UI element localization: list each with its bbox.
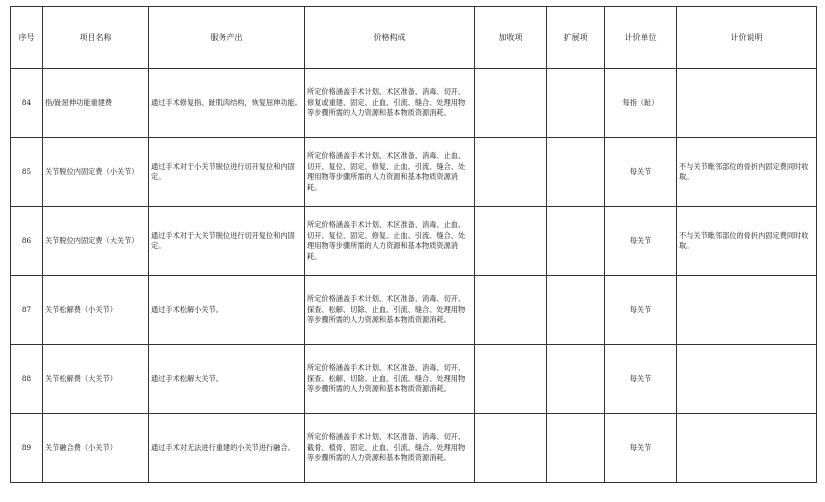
- cell-composition: [305, 414, 475, 483]
- cell-service: [149, 414, 305, 483]
- cell-note: [677, 276, 817, 345]
- cell-unit: 每指（趾）: [605, 69, 677, 138]
- table-row: [11, 207, 817, 276]
- cell-service: [149, 138, 305, 207]
- cell-name-text: 关节松解费（大关节）: [45, 373, 117, 383]
- cell-extension: [547, 138, 605, 207]
- cell-extension: [547, 276, 605, 345]
- cell-surcharge: [475, 138, 547, 207]
- cell-note: [677, 414, 817, 483]
- cell-composition-text: 所定价格涵盖手术计划、术区准备、消毒、切开、探查、松解、切除、止血、引流、缝合、处理用物等步骤所需的人力资源和基本物质资源消耗。: [307, 363, 466, 394]
- cell-unit: 每关节: [605, 345, 677, 414]
- cell-name: [43, 207, 149, 276]
- cell-name-text: 关节松解费（小关节）: [45, 304, 117, 314]
- cell-service-text: 通过手术对于大关节脱位进行切开复位和内固定。: [151, 230, 295, 250]
- header-service: 服务产出: [149, 7, 305, 69]
- cell-name-text: 关节脱位内固定费（大关节）: [45, 235, 139, 245]
- cell-composition: [305, 276, 475, 345]
- cell-composition-text: 所定价格涵盖手术计划、术区准备、消毒、止血、切开、复位、固定、修复、止血、引流、缝合、处理用物等步骤所需的人力资源和基本物质资源消耗。: [307, 220, 466, 261]
- cell-service-text: 通过手术对于小关节脱位进行切开复位和内固定。: [151, 161, 295, 181]
- cell-name: [43, 345, 149, 414]
- cell-no: 85: [11, 138, 43, 207]
- cell-no: 87: [11, 276, 43, 345]
- cell-name: [43, 69, 149, 138]
- cell-service-text: 通过手术修复指、趾肌肉结构，恢复屈伸功能。: [151, 97, 302, 107]
- cell-composition: [305, 69, 475, 138]
- cell-service-text: 通过手术松解小关节。: [151, 304, 223, 314]
- header-unit: 计价单位: [605, 7, 677, 69]
- cell-no: 89: [11, 414, 43, 483]
- cell-composition: [305, 138, 475, 207]
- cell-composition-text: 所定价格涵盖手术计划、术区准备、消毒、切开、探查、松解、切除、止血、引流、缝合、处理用物等步骤所需的人力资源和基本物质资源消耗。: [307, 294, 466, 325]
- cell-name: [43, 138, 149, 207]
- cell-composition: [305, 207, 475, 276]
- header-name: 项目名称: [43, 7, 149, 69]
- cell-extension: [547, 69, 605, 138]
- table-row: [11, 138, 817, 207]
- cell-composition-text: 所定价格涵盖手术计划、术区准备、消毒、切开、修复或重建、固定、止血、引流、缝合、处理用物等步骤所需的人力资源和基本物质资源消耗。: [307, 87, 466, 118]
- cell-note-text: 不与关节毗邻部位的骨折内固定费同时收取。: [679, 161, 809, 181]
- cell-name-text: 关节融合费（小关节）: [45, 442, 117, 452]
- table-row: [11, 414, 817, 483]
- header-row: [11, 7, 817, 69]
- cell-composition: [305, 345, 475, 414]
- cell-note: [677, 69, 817, 138]
- header-extension: 扩展项: [547, 7, 605, 69]
- cell-note: [677, 138, 817, 207]
- cell-note-text: 不与关节毗邻部位的骨折内固定费同时收取。: [679, 230, 809, 250]
- cell-surcharge: [475, 345, 547, 414]
- table-row: [11, 69, 817, 138]
- cell-service-text: 通过手术对无法进行重建的小关节进行融合。: [151, 442, 295, 452]
- cell-surcharge: [475, 69, 547, 138]
- cell-name-text: 指/趾屈伸功能重建费: [45, 97, 113, 107]
- cell-unit: 每关节: [605, 207, 677, 276]
- cell-service: [149, 345, 305, 414]
- cell-composition-text: 所定价格涵盖手术计划、术区准备、消毒、切开、截骨、植骨、固定、止血、引流、缝合、处理用物等步骤所需的人力资源和基本物质资源消耗。: [307, 432, 466, 463]
- cell-note: [677, 345, 817, 414]
- cell-unit: 每关节: [605, 414, 677, 483]
- cell-no: 84: [11, 69, 43, 138]
- cell-surcharge: [475, 276, 547, 345]
- header-surcharge: 加收项: [475, 7, 547, 69]
- cell-extension: [547, 414, 605, 483]
- cell-service-text: 通过手术松解大关节。: [151, 373, 223, 383]
- cell-no: 88: [11, 345, 43, 414]
- cell-name-text: 关节脱位内固定费（小关节）: [45, 166, 139, 176]
- cell-service: [149, 276, 305, 345]
- price-table: [10, 6, 817, 483]
- header-no: 序号: [11, 7, 43, 69]
- header-composition: 价格构成: [305, 7, 475, 69]
- cell-note: [677, 207, 817, 276]
- cell-extension: [547, 345, 605, 414]
- cell-extension: [547, 207, 605, 276]
- cell-name: [43, 276, 149, 345]
- cell-surcharge: [475, 414, 547, 483]
- cell-service: [149, 69, 305, 138]
- cell-surcharge: [475, 207, 547, 276]
- cell-no: 86: [11, 207, 43, 276]
- cell-name: [43, 414, 149, 483]
- cell-service: [149, 207, 305, 276]
- cell-unit: 每关节: [605, 138, 677, 207]
- cell-composition-text: 所定价格涵盖手术计划、术区准备、消毒、止血、切开、复位、固定、修复、止血、引流、缝合、处理用物等步骤所需的人力资源和基本物质资源消耗。: [307, 151, 466, 192]
- cell-unit: 每关节: [605, 276, 677, 345]
- table-row: [11, 345, 817, 414]
- header-note: 计价说明: [677, 7, 817, 69]
- table-row: [11, 276, 817, 345]
